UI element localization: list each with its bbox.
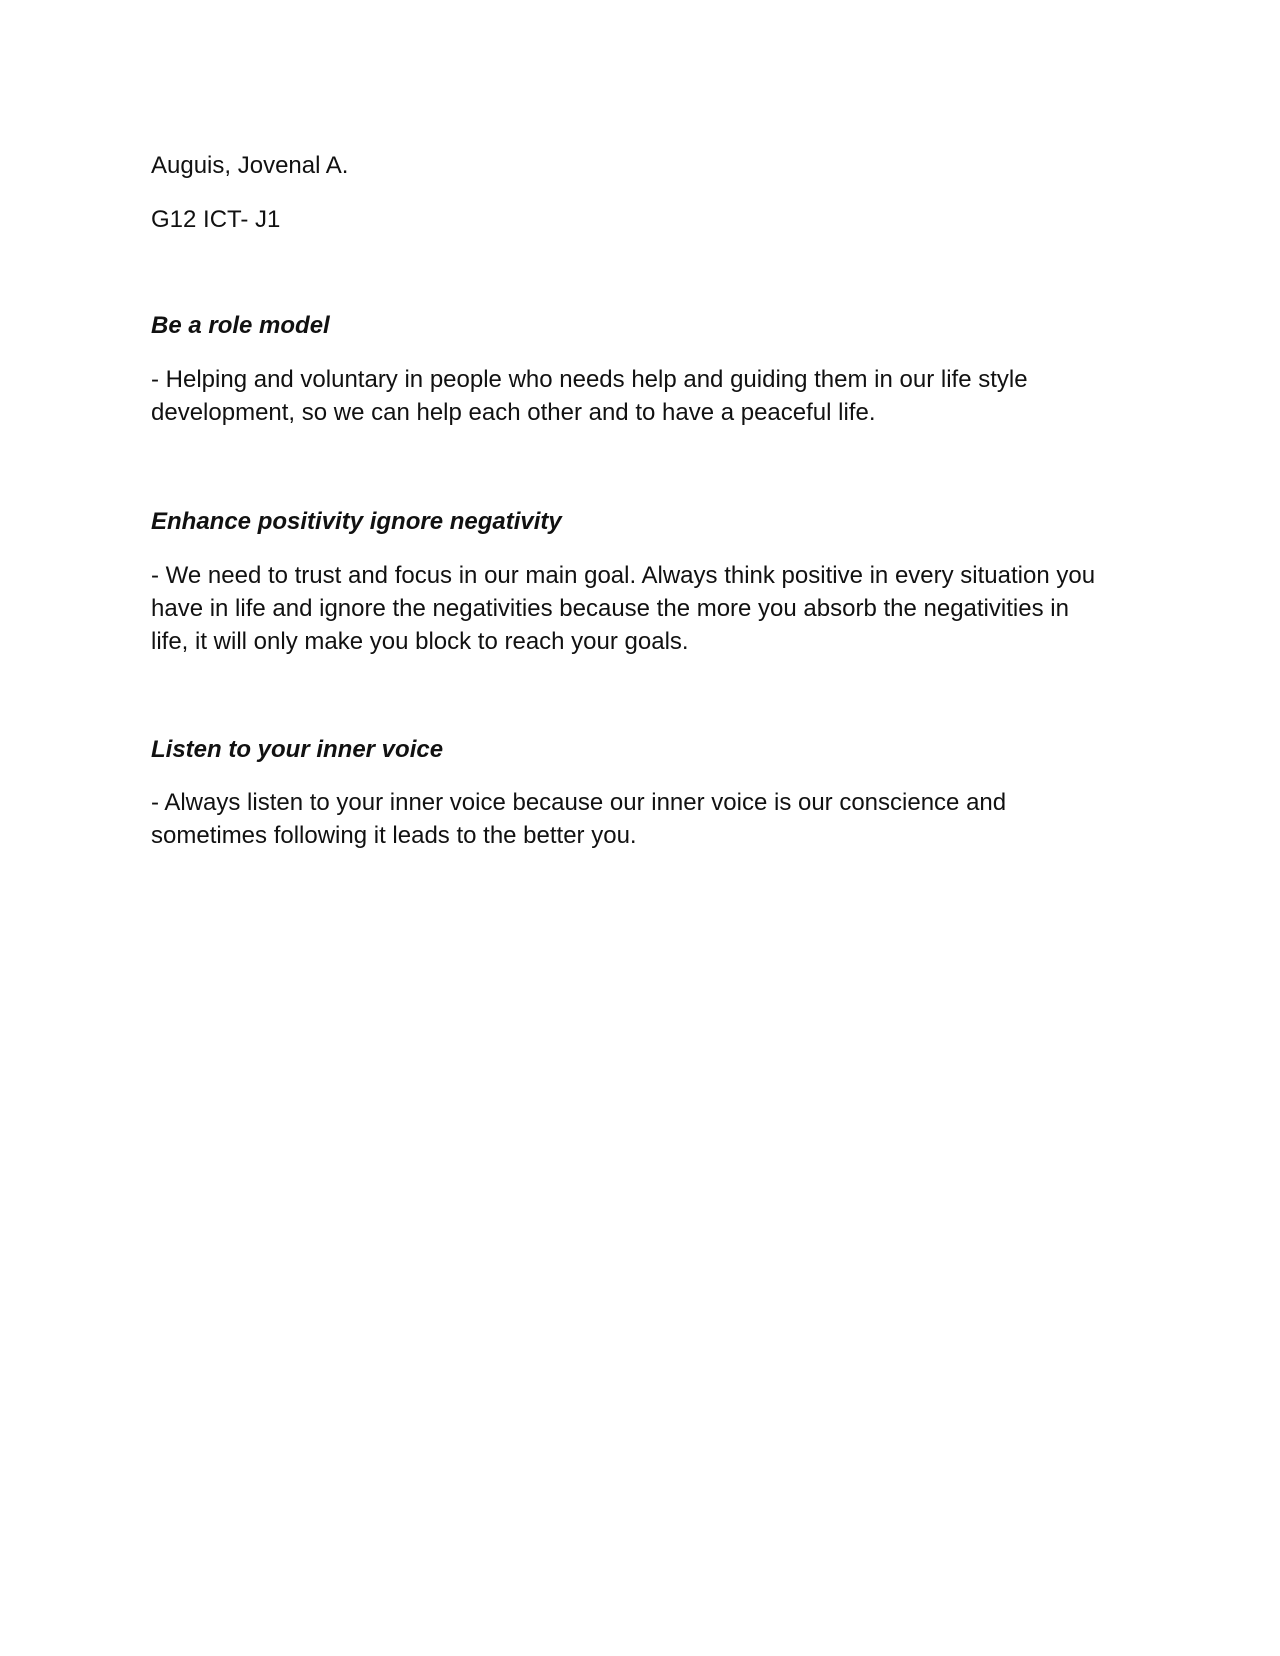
section-body-positivity: - We need to trust and focus in our main goal. Always think positive in every situation you have in life and ignore the negativities because the more you absorb the negativities in life, it will only make you block to reach your goals. [151,562,1096,655]
section-heading-role-model: Be a role model [151,312,330,339]
section-heading-inner-voice: Listen to your inner voice [151,736,444,763]
section-heading-positivity: Enhance positivity ignore negativity [151,508,562,535]
section-body-inner-voice: - Always listen to your inner voice because our inner voice is our conscience and sometimes following it leads to the better you. [151,789,1007,849]
section-body-role-model: - Helping and voluntary in people who needs help and guiding them in our life style development, so we can help each other and to have a peaceful life. [151,366,1028,426]
class-section: G12 ICT- J1 [151,206,281,233]
author-name: Auguis, Jovenal A. [151,152,349,179]
